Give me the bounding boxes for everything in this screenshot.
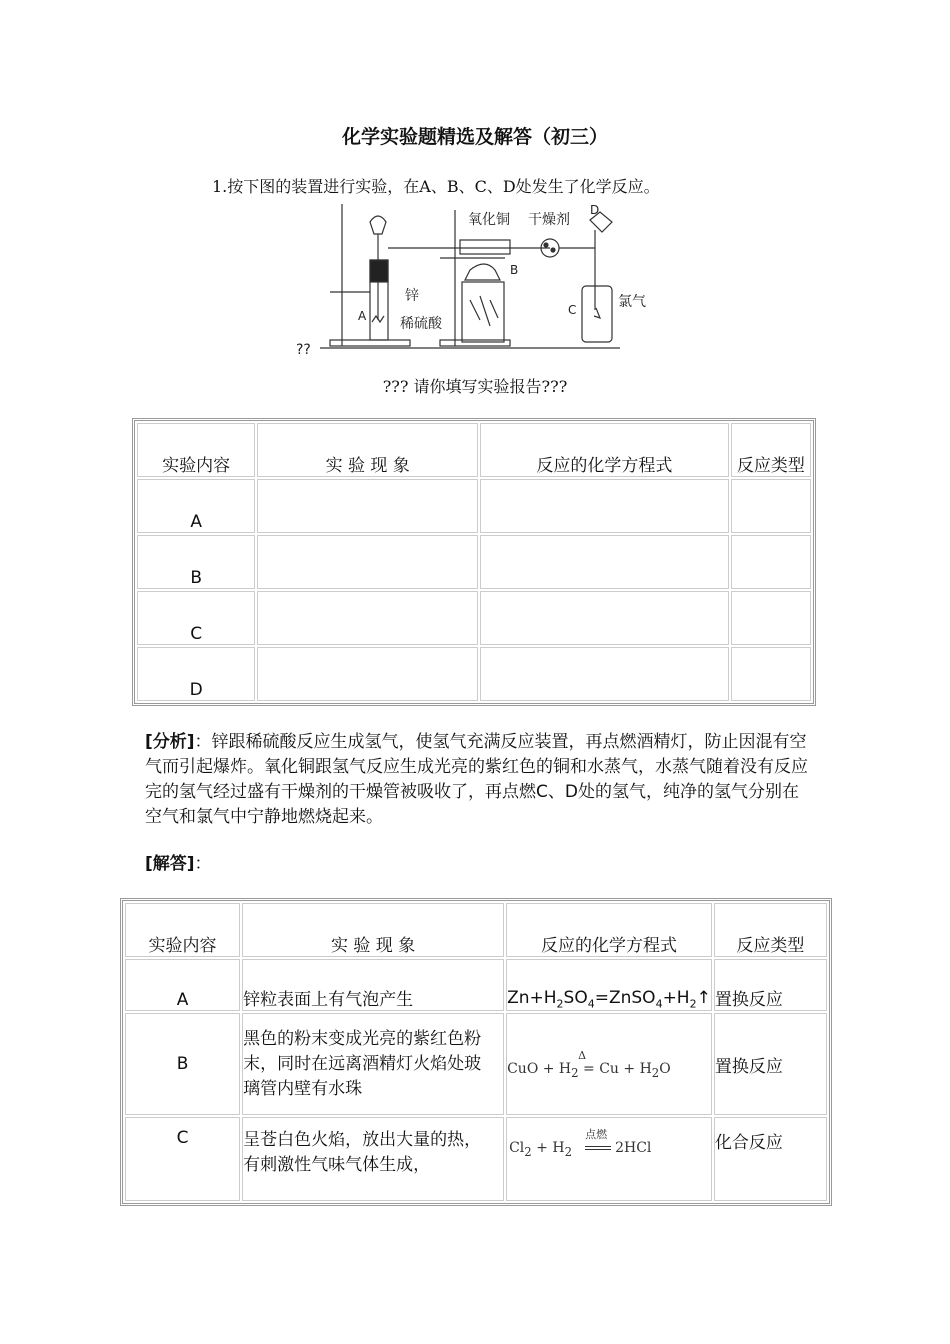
header-cell: 反应的化学方程式 (506, 903, 712, 957)
alcohol-lamp (462, 282, 504, 342)
funnel (370, 216, 386, 234)
apparatus-diagram (290, 200, 646, 360)
report-table (132, 418, 816, 706)
label-acid: 稀硫酸 (400, 316, 442, 332)
answer-table (120, 898, 832, 1206)
table-row: A 锌粒表面上有气泡产生 $Zn+H_2SO_4=ZnSO_4+H_2↑$ 置换反应 (125, 959, 827, 1011)
lamp-hatching (470, 296, 498, 326)
header-cell: 实 验 现 象 (257, 423, 478, 477)
label-cl: 氯气 (618, 294, 646, 310)
marker: ?? (296, 342, 311, 358)
header-cell: 反应类型 (731, 423, 811, 477)
label-c: C (568, 303, 577, 317)
analysis-label: [分析] (145, 732, 195, 752)
label-dry: 干燥剂 (528, 212, 570, 228)
table-row: C (137, 591, 811, 645)
table-row: D (137, 647, 811, 701)
cuo-tube (460, 240, 510, 254)
answer-heading: [解答]： (145, 854, 212, 874)
equation-c: 点燃 $Cl_2 + H_2$ 2HCl (506, 1117, 712, 1201)
label-cuo: 氧化铜 (468, 212, 510, 228)
fill-prompt: ??? 请你填写实验报告??? (382, 377, 568, 396)
lamp-flame (465, 264, 500, 280)
table-row: C 呈苍白色火焰，放出大量的热，有刺激性气味气体生成， 点燃 $Cl_2 + H_2$ 2HCl 化合反应 (125, 1117, 827, 1201)
page-title: 化学实验题精选及解答（初三） (341, 126, 608, 148)
table-row: B 黑色的粉末变成光亮的紫红色粉末，同时在远离酒精灯火焰处玻璃管内壁有水珠 Δ CuO + $H_2 = Cu + H_2O$ 置换反应 (125, 1013, 827, 1115)
stopper-a (370, 260, 388, 282)
header-cell: 反应的化学方程式 (480, 423, 729, 477)
label-zn: 锌 (405, 288, 419, 304)
label-a: A (358, 309, 367, 323)
answer-label: [解答] (145, 854, 195, 874)
table-header-row (137, 423, 811, 477)
question-1: 1.按下图的装置进行实验，在A、B、C、D处发生了化学反应。 (212, 177, 660, 196)
table-row: A (137, 479, 811, 533)
header-cell: 实验内容 (125, 903, 240, 957)
stand-base-2 (440, 340, 510, 346)
header-cell: 实 验 现 象 (242, 903, 504, 957)
label-d: D (590, 203, 600, 217)
table-row: B (137, 535, 811, 589)
equation-b: Δ CuO + $H_2 = Cu + H_2O$ (506, 1013, 712, 1115)
table-header-row (125, 903, 827, 957)
analysis-paragraph (145, 730, 815, 830)
header-cell: 反应类型 (714, 903, 827, 957)
header-cell: 实验内容 (137, 423, 255, 477)
label-b: B (510, 263, 519, 277)
analysis-text: ：锌跟稀硫酸反应生成氢气，使氢气充满反应装置，再点燃酒精灯，防止因混有空气而引起爆炸。氧化铜跟氢气反应生成光亮的紫红色的铜和水蒸气，水蒸气随着没有反应完的氢气经过盛有干燥剂的干燥管被吸收了，再点燃C、D处的氢气，纯净的氢气分别在空气和氯气中宁静地燃烧起来。 (145, 732, 808, 827)
equation-a: $Zn+H_2SO_4=ZnSO_4+H_2↑$ (506, 959, 712, 1011)
chlorine-jar (582, 286, 612, 342)
